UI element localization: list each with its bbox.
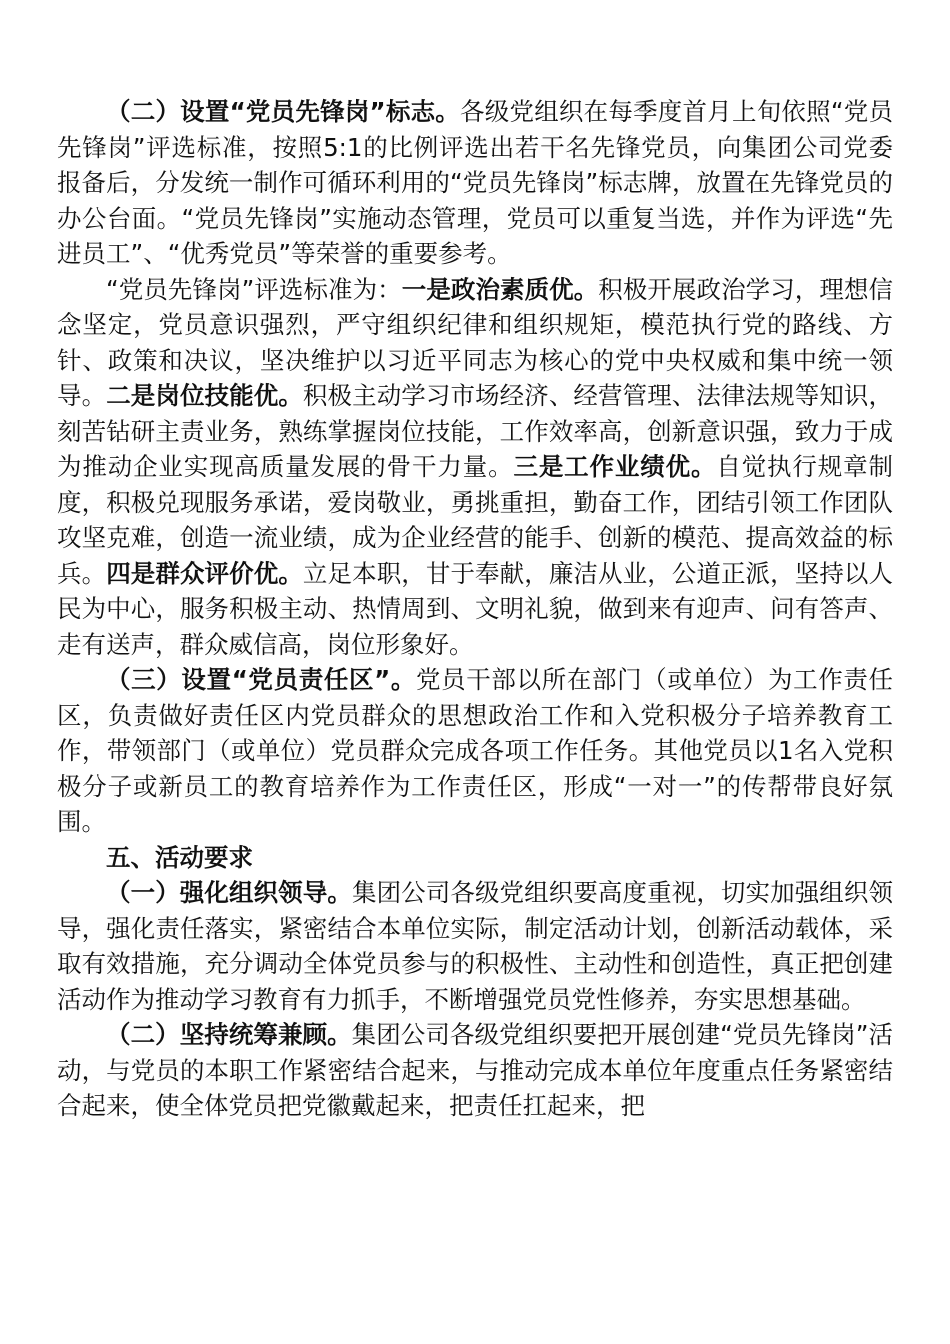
paragraph-text: 各级党组织在每季度首月上旬依照“党员先锋岗”评选标准，按照5:1的比例评选出若干名先锋党员，向集团公司党委报备后，分发统一制作可循环利用的“党员先锋岗”标志牌，放置在先锋党员的办公台面。“党员先锋岗”实施动态管理，党员可以重复当选，并作为评选“先进员工”、“优秀党员”等荣誉的重要参考。 (57, 97, 893, 268)
document-page (57, 94, 893, 1124)
criteria-text-political: 积极开展政治学习，理想信念坚定，党员意识强烈，严守组织纪律和组织规矩，模范执行党的路线、方针、政策和决议，坚决维护以习近平同志为核心的党中央权威和集中统一领导。 (57, 274, 894, 410)
paragraph-lead: （二）设置“党员先锋岗”标志。 (106, 97, 461, 126)
criteria-lead-skill: 二是岗位技能优。 (106, 381, 303, 410)
criteria-text-performance: 自觉执行规章制度，积极兑现服务承诺，爱岗敬业，勇挑重担，勤奋工作，团结引领工作团队攻坚克难，创造一流业绩，成为企业经营的能手、创新的模范、提高效益的标兵。 (57, 452, 893, 588)
paragraph-responsibility-zone (57, 662, 893, 840)
paragraph-leadership (57, 875, 893, 1017)
criteria-lead-performance: 三是工作业绩优。 (513, 452, 717, 481)
criteria-text-skill: 积极主动学习市场经济、经营管理、法律法规等知识，刻苦钻研主责业务，熟练掌握岗位技能，工作效率高，创新意识强，致力于成为推动企业实现高质量发展的骨干力量。 (57, 381, 894, 481)
paragraph-coordination (57, 1017, 893, 1124)
section-heading: 五、活动要求 (106, 842, 253, 872)
paragraph-text: 集团公司各级党组织要把开展创建“党员先锋岗”活动，与党员的本职工作紧密结合起来，与推动完成本单位年度重点任务紧密结合起来，使全体党员把党徽戴起来，把责任扛起来，把 (57, 1020, 894, 1120)
paragraph-pioneer-sign (57, 94, 893, 272)
paragraph-selection-criteria (57, 272, 893, 663)
paragraph-lead: （二）坚持统筹兼顾。 (106, 1020, 352, 1049)
paragraph-text: 集团公司各级党组织要高度重视，切实加强组织领导，强化责任落实，紧密结合本单位实际，制定活动计划，创新活动载体，采取有效措施，充分调动全体党员参与的积极性、主动性和创造性，真正把创建活动作为推动学习教育有力抓手，不断增强党员党性修养，夯实思想基础。 (57, 878, 893, 1014)
criteria-text-public: 立足本职，甘于奉献，廉洁从业，公道正派，坚持以人民为中心，服务积极主动、热情周到、文明礼貌，做到来有迎声、问有答声、走有送声，群众威信高，岗位形象好。 (57, 558, 894, 659)
paragraph-text: 党员干部以所在部门（或单位）为工作责任区，负责做好责任区内党员群众的思想政治工作和入党积极分子培养教育工作，带领部门（或单位）党员群众完成各项工作任务。其他党员以1名入党积极分子或新员工的教育培养作为工作责任区，形成“一对一”的传帮带良好氛围。 (57, 665, 894, 836)
paragraph-lead: （三）设置“党员责任区”。 (106, 665, 417, 694)
criteria-intro: “党员先锋岗”评选标准为： (106, 274, 402, 304)
paragraph-lead: （一）强化组织领导。 (106, 878, 352, 907)
criteria-lead-public: 四是群众评价优。 (106, 558, 303, 588)
criteria-lead-political: 一是政治素质优。 (401, 274, 599, 304)
